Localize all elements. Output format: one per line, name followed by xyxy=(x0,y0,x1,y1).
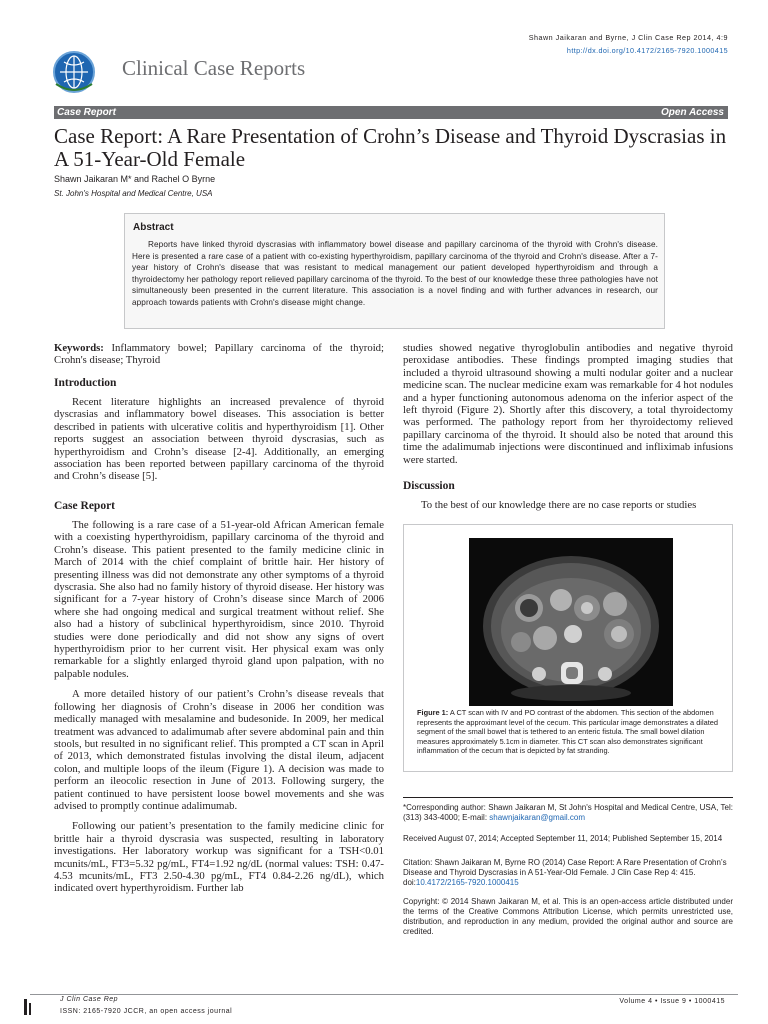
case-paragraph-2: A more detailed history of our patient’s Crohn’s disease reveals that following her diagnosis of Crohn’s disease in 2006 her condition was medically managed with mesalamine and budesonide. In 2009, her medical treatment was advanced to adalimumab after severe abdominal pain and thin stools, but resulted in no significant relief. This prompted a CT scan in April of 2013, which demonstrated fistulas involving the distal ileum, adjacent colon, and multiple loops of the ileum (Figure 1). A decision was made to perform an ileocolic resection in June of 2013. Following surgery, the patient continued to have persistent loose bowel movements and she was advised to promptly continue adalimumab. xyxy=(54,688,384,812)
case-report-body xyxy=(54,519,384,895)
journal-name: Clinical Case Reports xyxy=(122,56,306,80)
discussion-body xyxy=(403,499,733,511)
figure-1 xyxy=(403,524,733,772)
citation-text: Citation: Shawn Jaikaran M, Byrne RO (2014) Case Report: A Rare Presentation of Crohn’s Disease and Thyroid Dyscrasias in A 51-Year-Old Female. J Clin Case Rep 4: 415. doi: xyxy=(403,858,727,887)
discussion-heading: Discussion xyxy=(403,480,455,492)
figure-caption-label: Figure 1: xyxy=(417,708,449,717)
corresponding-author-text: *Corresponding author: Shawn Jaikaran M, St John's Hospital and Medical Centre, USA, Tel: (313) 343-4000; E-mail: xyxy=(403,803,733,822)
keywords-label: Keywords: xyxy=(54,342,104,354)
article-title: Case Report: A Rare Presentation of Crohn’s Disease and Thyroid Dyscrasias in A 51-Year-Old Female xyxy=(54,124,727,171)
header-citation: Shawn Jaikaran and Byrne, J Clin Case Rep 2014, 4:9 xyxy=(528,33,728,42)
footer-bar-marks xyxy=(22,995,52,1019)
copyright-note: Copyright: © 2014 Shawn Jaikaran M, et al. This is an open-access article distributed under the terms of the Creative Commons Attribution License, which permits unrestricted use, distribution, and reproduction in any medium, provided the original author and source are credited. xyxy=(403,897,733,936)
case-paragraph-4: studies showed negative thyroglobulin antibodies and negative thyroid peroxidase antibodies. These findings prompted imaging studies that included a thyroid ultrasound showing a multi nodular goiter and a nuclear medicine scan. The nuclear medicine exam was remarkable for 4 hot nodules and a hyper functioning autonomous adenoma on the inferior aspect of the left thyroid (Figure 2). Shortly after this discovery, a total thyroidectomy was performed. The pathology report from her thyroidectomy relieved papillary carcinoma of the thyroid. It should also be noted that around this time the adalimumab injections were discontinued and infliximab infusions were started. xyxy=(403,342,733,466)
received-dates: Received August 07, 2014; Accepted September 11, 2014; Published September 15, 2014 xyxy=(403,834,723,843)
figure-caption-text: A CT scan with IV and PO contrast of the abdomen. This section of the abdomen represents the approximant level of the cecum. This particular image demonstrates a dilated segment of the small bowel that is tethered to an enteric fistula. The small bowel dilation measures approximately 5.1cm in diameter. This CT scan also demonstrates significant inflammation of the cecum that is depicted by fat stranding. xyxy=(417,708,718,756)
article-authors: Shawn Jaikaran M* and Rachel O Byrne xyxy=(54,174,216,184)
article-affiliation: St. John's Hospital and Medical Centre, USA xyxy=(54,189,213,198)
footer-volume: Volume 4 • Issue 9 • 1000415 xyxy=(619,998,725,1005)
abstract-text: Reports have linked thyroid dyscrasias with inflammatory bowel disease and papillary carcinoma of the thyroid with Crohn's disease. Here is presented a rare case of a patient with co-existing hyperthyroidism, papillary carcinoma of the thyroid and Crohn's disease. After a 7-year history of Crohn's disease that was resistant to medical management our patient developed hyperthyroidism and through a thyroidectomy her pathology report relieved papillary carcinoma of the thyroid. To the best of our knowledge these three pathologies have not simultaneously been presented in the current literature. This association is a novel finding and with further advances in research, our approach towards patients with Crohn's disease might change. xyxy=(132,240,658,307)
citation-note xyxy=(403,858,733,888)
introduction-body xyxy=(54,396,384,483)
journal-globe-logo xyxy=(52,50,96,94)
notes-divider xyxy=(403,797,733,798)
case-paragraph-3: Following our patient’s presentation to the family medicine clinic for brittle hair a thyroid dyscrasia was suspected, resulting in laboratory investigations. Her laboratory workup was significant for a TSH<0.01 mcunits/mL, FT3=5.32 pg/mL, FT4=1.92 ng/dL (normal values: TSH: 0.47-4.53 mcunits/mL, FT3 2.50-4.30 pg/mL, FT4 0.84-2.26 ng/dL), which indicated overt hyperthyroidism. Further lab xyxy=(54,820,384,895)
corresponding-author xyxy=(403,803,733,823)
case-report-heading: Case Report xyxy=(54,500,115,512)
header-doi-link[interactable]: http://dx.doi.org/10.4172/2165-7920.1000415 xyxy=(566,46,728,55)
ct-scan-image xyxy=(469,538,673,706)
article-type-label: Case Report xyxy=(57,107,116,118)
introduction-heading: Introduction xyxy=(54,377,117,389)
introduction-paragraph: Recent literature highlights an increased prevalence of thyroid dyscrasias and inflammatory bowel diseases. This association is better described in patients with ulcerative colitis and hyperthyroidism [1]. Other reports suggest an association between thyroid dyscrasias, such as hyperthyroidism and Crohn’s disease [2-4]. Additionally, an emerging association has been reported between papillary carcinoma of the thyroid and Crohn’s disease [5]. xyxy=(54,396,384,483)
case-report-continued xyxy=(403,342,733,466)
discussion-paragraph: To the best of our knowledge there are no case reports or studies xyxy=(421,499,697,511)
abstract-heading: Abstract xyxy=(133,222,174,233)
figure-caption xyxy=(417,708,723,756)
keywords-text: Inflammatory bowel; Papillary carcinoma of the thyroid; Crohn's disease; Thyroid xyxy=(54,342,384,367)
keywords xyxy=(54,342,384,367)
footer-divider xyxy=(30,994,738,995)
open-access-label: Open Access xyxy=(661,107,724,118)
article-type-bar xyxy=(54,106,728,119)
abstract-box xyxy=(124,213,665,329)
case-paragraph-1: The following is a rare case of a 51-year-old African American female with a coexisting hyperthyroidism, papillary carcinoma of the thyroid and Crohn’s disease. This patient presented to the family medicine clinic in March of 2014 with the chief complaint of brittle hair. Her history of presenting illness was did not demonstrate any other symptoms of a thyroid dyscrasia. She also had no family history of thyroid disease. Her history was significant for a 7-year history of Crohn’s disease since March of 2006 where she had ongoing medical and surgical treatment without relief. She also had a history of subclinical hyperthyroidism, since 2010. Thyroid studies were done periodically and did not show any signs of overt hyperthyroidism prior to her current visit. Her physical exam was only remarkable for a slightly enlarged thyroid gland upon palpation, with no palpable nodules. xyxy=(54,519,384,680)
footer-journal: J Clin Case Rep xyxy=(60,996,119,1003)
author-email-link[interactable]: shawnjaikaran@gmail.com xyxy=(489,813,585,822)
citation-doi-link[interactable]: 10.4172/2165-7920.1000415 xyxy=(415,878,519,887)
footer-issn: ISSN: 2165-7920 JCCR, an open access journal xyxy=(60,1008,233,1015)
